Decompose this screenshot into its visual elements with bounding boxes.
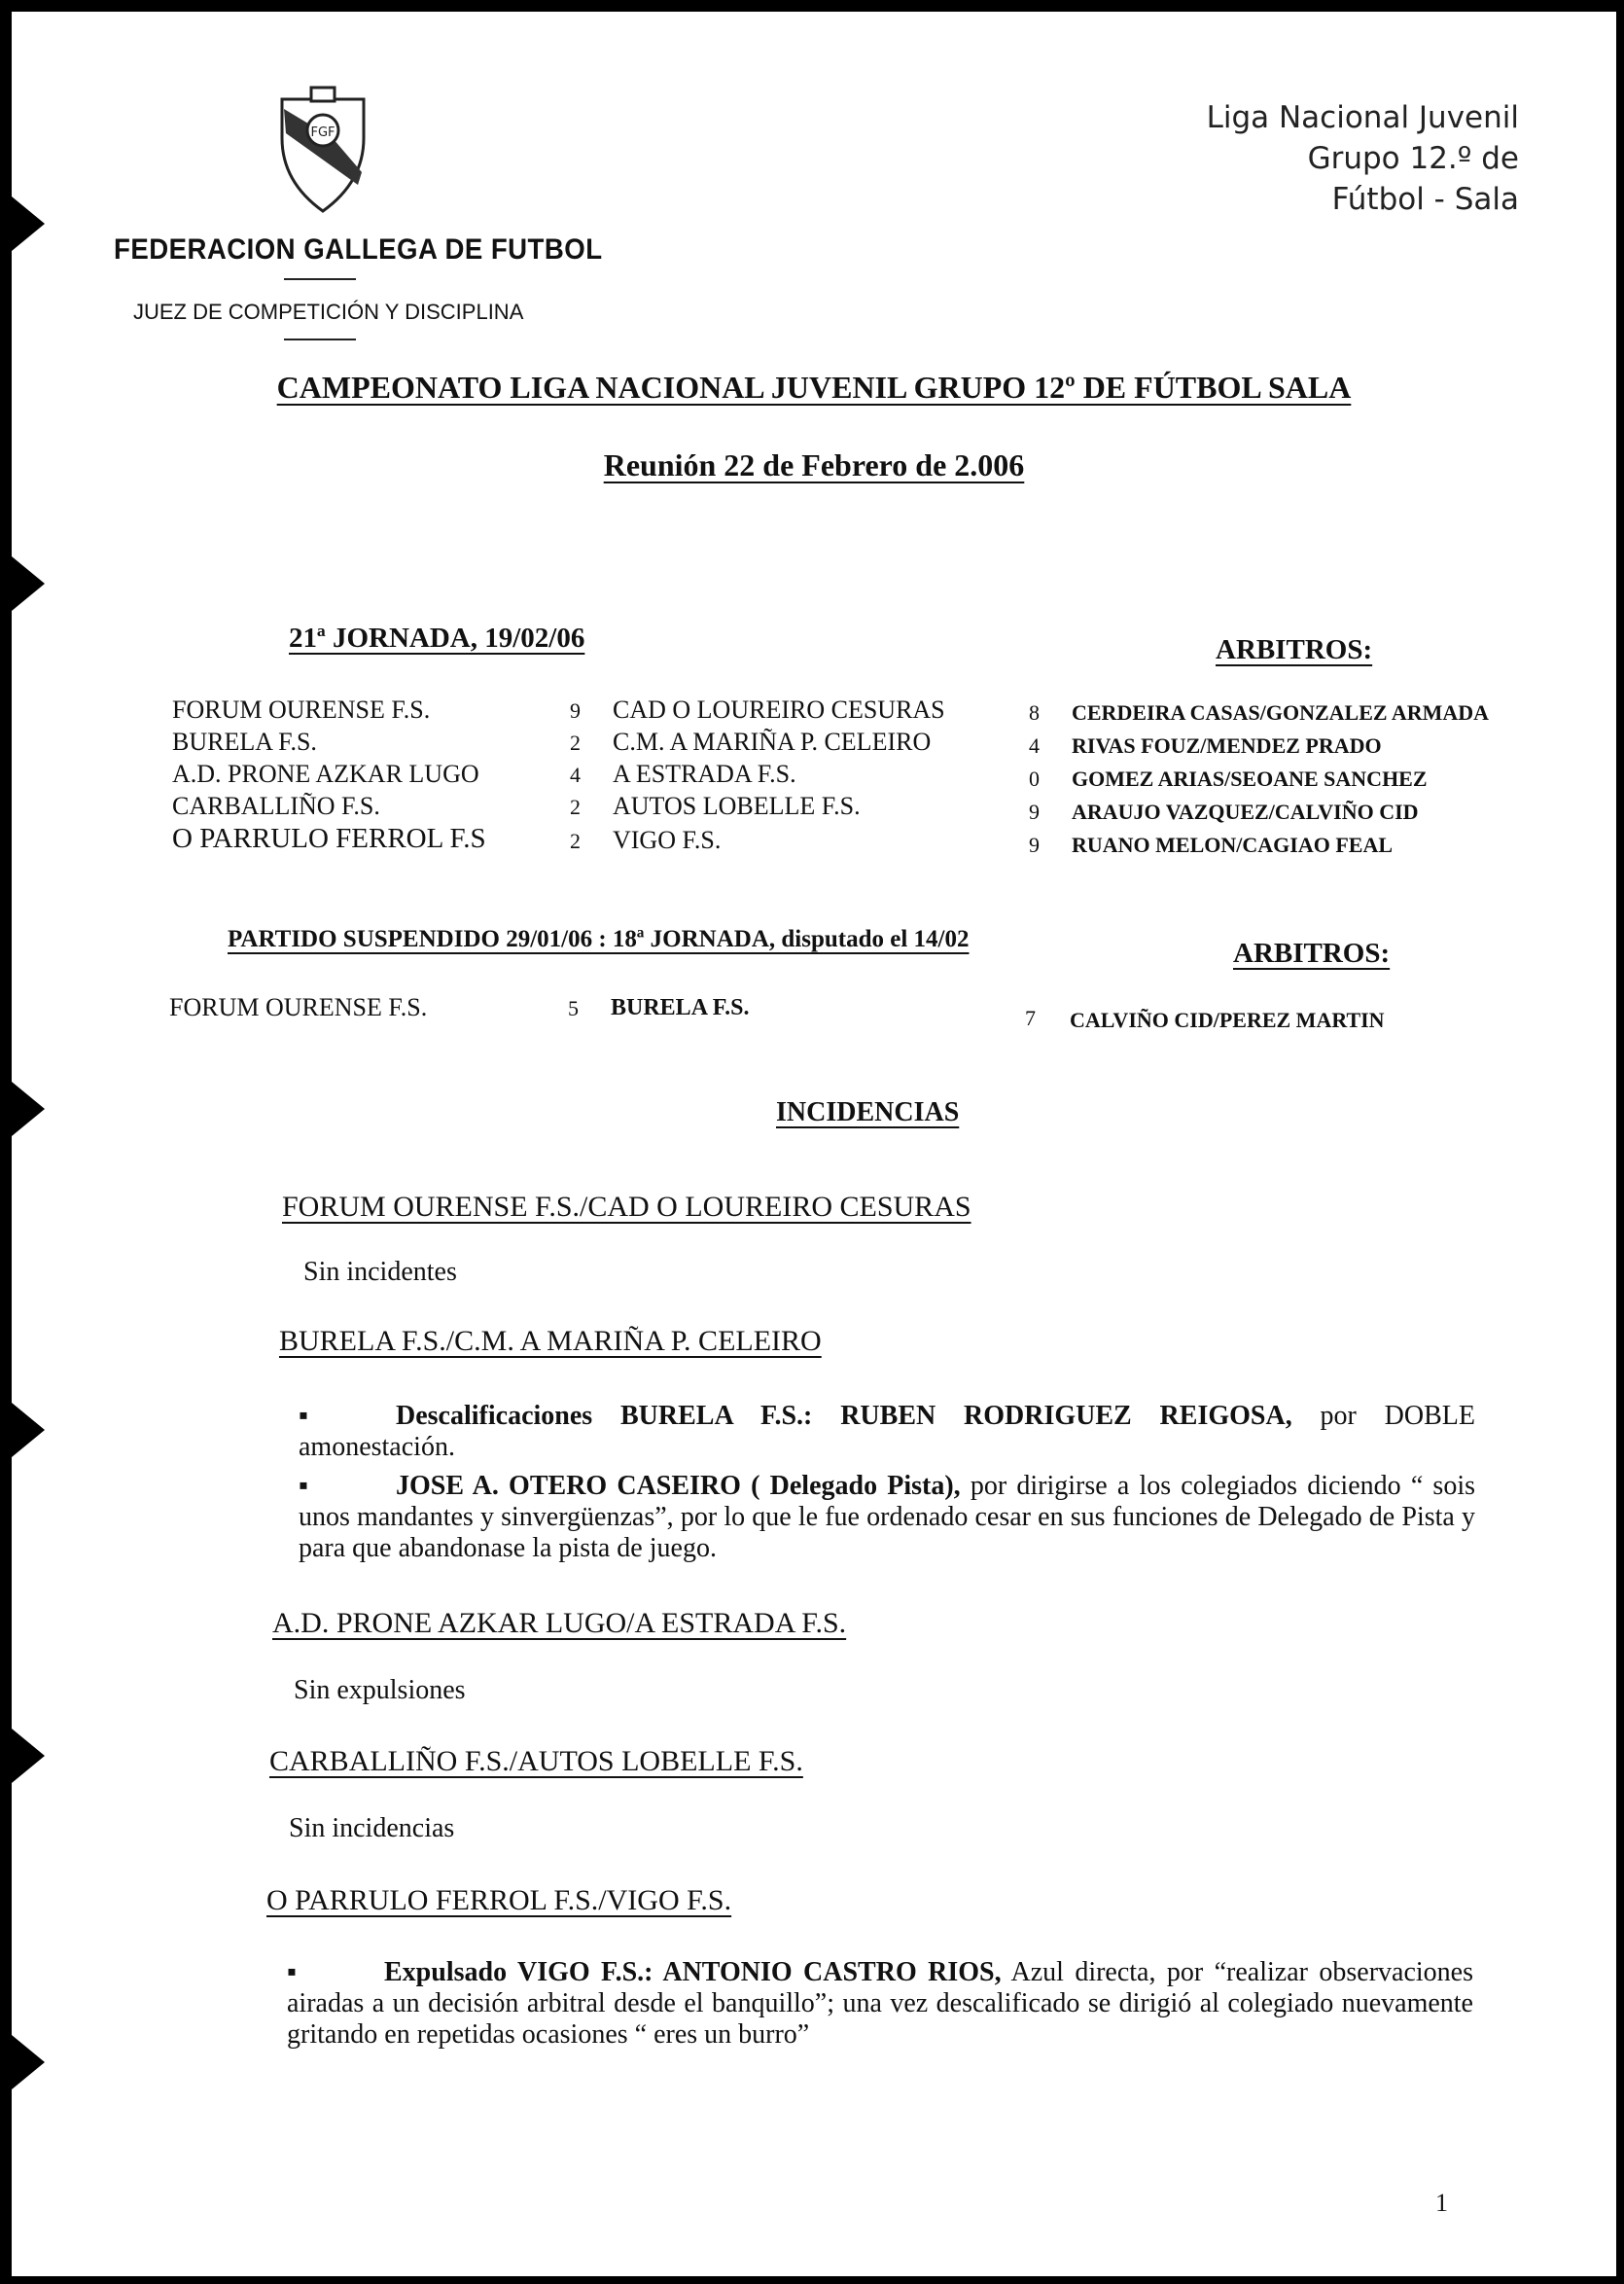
- round-heading: 21ª JORNADA, 19/02/06: [289, 623, 585, 654]
- torn-edge: [12, 1082, 45, 1136]
- divider: [284, 339, 356, 340]
- document-page: FGF Liga Nacional Juvenil Grupo 12.º de Fútbol - Sala FEDERACION GALLEGA DE FUTBOL JUEZ DE COMPETICIÓN Y DISCIPLINA CAMPEONATO LIGA NACIONAL JUVENIL GRUPO 12º DE FÚTBOL SALA Reunión 22 de Febrero de 2.006 21ª JORNADA, 19/02/06 ARBITROS: FORUM OURENSE F.S. 9 CAD O LOUREIRO CESURAS 8 CERDEIRA CASAS/GONZALEZ ARMADA BURELA F.S. 2 C.M. A MARIÑA P. CELEIRO 4 RIVAS FOUZ/MENDEZ PRADO A.D. PRONE AZKAR LUGO 4 A ESTRADA F.S. 0 GOMEZ ARIAS/SEOANE SANCHEZ CARBALLIÑO F.S. 2 AUTOS LOBELLE F.S. 9 ARAUJO VAZQUEZ/CALVIÑO CID O PARRULO FERROL F.S 2 VIGO F.S. 9 RUANO MELON/CAGIAO FEAL PARTIDO SUSPENDIDO 29/01/06 : 18ª JORNADA, disputado el 14/02 ARBITROS: FORUM OURENSE F.S. 5 BURELA F.S. 7 CALVIÑO CID/PEREZ MARTIN INCIDENCIAS FORUM OURENSE F.S./CAD O LOUREIRO CESURAS Sin incidentes BURELA F.S./C.M. A MARIÑA P. CELEIRO ▪ Descalificaciones BURELA F.S.: RUBEN RODRIGUEZ REIGOSA, por DOBLE amonestación. ▪ JOSE A. OTERO CASEIRO ( Delegado Pista), por dirigirse a los colegiados diciendo “ sois unos mandantes y sinvergüenzas”, por lo que le fue ordenado cesar en sus funciones de Delegado de Pista y para que abandonase la pista de juego. A.D. PRONE AZKAR LUGO/A ESTRADA F.S. Sin expulsiones CARBALLIÑO F.S./AUTOS LOBELLE F.S. Sin incidencias O PARRULO FERROL F.S./VIGO F.S. ▪ Expulsado VIGO F.S.: ANTONIO CASTRO RIOS, Azul directa, por “realizar observaciones airadas a un decisión arbitral desde el banquillo”; una vez descalificado se dirigió al colegiado nuevamente gritando en repetidas ocasiones “ eres un burro” 1: [12, 12, 1616, 2276]
- torn-edge: [12, 1403, 45, 1457]
- divider: [284, 278, 356, 280]
- incident-paragraph: ▪ JOSE A. OTERO CASEIRO ( Delegado Pista), por dirigirse a los colegiados diciendo “ sois unos mandantes y sinvergüenzas”, por lo que le fue ordenado cesar en sus funciones de Delegado de Pista y para que abandonase la pista de juego.: [299, 1471, 1476, 1563]
- league-header-line1: Liga Nacional Juvenil: [1206, 100, 1519, 135]
- incidents-heading: INCIDENCIAS: [776, 1097, 960, 1127]
- torn-edge: [12, 556, 45, 611]
- incident-paragraph: ▪ Descalificaciones BURELA F.S.: RUBEN RODRIGUEZ REIGOSA, por DOBLE amonestación.: [299, 1401, 1476, 1462]
- incident-text: Sin incidencias: [289, 1813, 455, 1843]
- referees-heading: ARBITROS:: [1216, 634, 1373, 665]
- incident-match-title: O PARRULO FERROL F.S./VIGO F.S.: [266, 1884, 732, 1916]
- incident-match-title: CARBALLIÑO F.S./AUTOS LOBELLE F.S.: [269, 1745, 803, 1777]
- svg-text:FGF: FGF: [310, 125, 335, 140]
- incident-paragraph: ▪ Expulsado VIGO F.S.: ANTONIO CASTRO RIOS, Azul directa, por “realizar observaciones airadas a un decisión arbitral desde el banquillo”; una vez descalificado se dirigió al colegiado nuevamente gritando en repetidas ocasiones “ eres un burro”: [287, 1957, 1473, 2050]
- incident-match-title: FORUM OURENSE F.S./CAD O LOUREIRO CESURAS: [282, 1191, 971, 1223]
- bullet-icon: ▪: [287, 1957, 297, 1987]
- bullet-icon: ▪: [299, 1471, 308, 1501]
- league-header-line3: Fútbol - Sala: [1331, 182, 1519, 217]
- league-header-line2: Grupo 12.º de: [1307, 141, 1519, 176]
- meeting-date: Reunión 22 de Febrero de 2.006: [603, 447, 1025, 482]
- incident-match-title: BURELA F.S./C.M. A MARIÑA P. CELEIRO: [279, 1325, 822, 1357]
- committee-name: JUEZ DE COMPETICIÓN Y DISCIPLINA: [133, 300, 524, 324]
- torn-edge: [12, 196, 45, 251]
- torn-edge: [12, 2035, 45, 2089]
- incident-text: Sin incidentes: [303, 1257, 457, 1287]
- suspended-match-heading: PARTIDO SUSPENDIDO 29/01/06 : 18ª JORNADA, disputado el 14/02: [228, 926, 970, 952]
- page-number: 1: [1435, 2189, 1448, 2217]
- referees-heading: ARBITROS:: [1233, 938, 1391, 969]
- incident-match-title: A.D. PRONE AZKAR LUGO/A ESTRADA F.S.: [272, 1607, 847, 1639]
- torn-edge: [12, 1729, 45, 1783]
- incident-text: Sin expulsiones: [294, 1675, 466, 1705]
- bullet-icon: ▪: [299, 1401, 308, 1431]
- federation-name: FEDERACION GALLEGA DE FUTBOL: [114, 233, 603, 266]
- document-title: CAMPEONATO LIGA NACIONAL JUVENIL GRUPO 12º DE FÚTBOL SALA: [276, 370, 1352, 405]
- federation-crest-logo: [274, 80, 371, 216]
